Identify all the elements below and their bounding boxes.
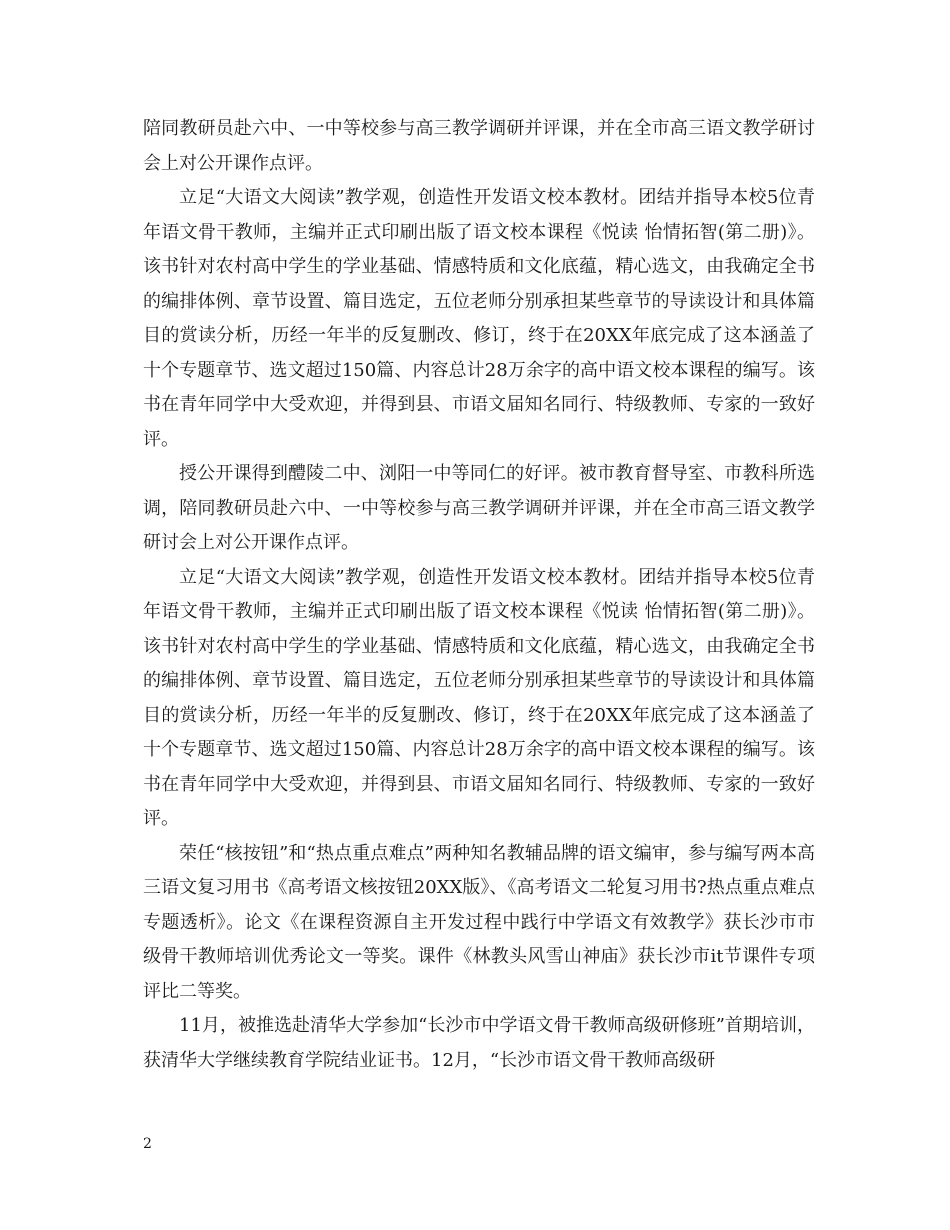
- page-number: 2: [143, 1136, 152, 1152]
- paragraph-4: 立足“大语文大阅读”教学观，创造性开发语文校本教材。团结并指导本校5位青年语文骨干教师，主编并正式印刷出版了语文校本课程《悦读 怡情拓智(第二册)》。该书针对农村高中学生的学业基础、情感特质和文化底蕴，精心选文，由我确定全书的编排体例、章节设置、篇目选定，五位老师分别承担某些章节的导读设计和具体篇目的赏读分析，历经一年半的反复删改、修订，终于在20XX年底完成了这本涵盖了十个专题章节、选文超过150篇、内容总计28万余字的高中语文校本课程的编写。该书在青年同学中大受欢迎，并得到县、市语文届知名同行、特级教师、专家的一致好评。: [143, 566, 815, 829]
- paragraph-3: 授公开课得到醴陵二中、浏阳一中等同仁的好评。被市教育督导室、市教科所选调，陪同教研员赴六中、一中等校参与高三教学调研并评课，并在全市高三语文教学研讨会上对公开课作点评。: [143, 463, 815, 553]
- paragraph-5: 荣任“核按钮”和“热点重点难点”两种知名教辅品牌的语文编审，参与编写两本高三语文复习用书《高考语文核按钮20XX版》、《高考语文二轮复习用书?热点重点难点专题透析》。论文《在课程资源自主开发过程中践行中学语文有效教学》获长沙市市级骨干教师培训优秀论文一等奖。课件《林教头风雪山神庙》获长沙市it节课件专项评比二等奖。: [143, 842, 815, 1002]
- paragraph-6: 11月，被推选赴清华大学参加“长沙市中学语文骨干教师高级研修班”首期培训，获清华大学继续教育学院结业证书。12月，“长沙市语文骨干教师高级研: [143, 1015, 815, 1071]
- document-body: [143, 112, 815, 1078]
- paragraph-2: 立足“大语文大阅读”教学观，创造性开发语文校本教材。团结并指导本校5位青年语文骨干教师，主编并正式印刷出版了语文校本课程《悦读 怡情拓智(第二册)》。该书针对农村高中学生的学业基础、情感特质和文化底蕴，精心选文，由我确定全书的编排体例、章节设置、篇目选定，五位老师分别承担某些章节的导读设计和具体篇目的赏读分析，历经一年半的反复删改、修订，终于在20XX年底完成了这本涵盖了十个专题章节、选文超过150篇、内容总计28万余字的高中语文校本课程的编写。该书在青年同学中大受欢迎，并得到县、市语文届知名同行、特级教师、专家的一致好评。: [143, 187, 815, 450]
- paragraph-1: 陪同教研员赴六中、一中等校参与高三教学调研并评课，并在全市高三语文教学研讨会上对公开课作点评。: [143, 118, 815, 174]
